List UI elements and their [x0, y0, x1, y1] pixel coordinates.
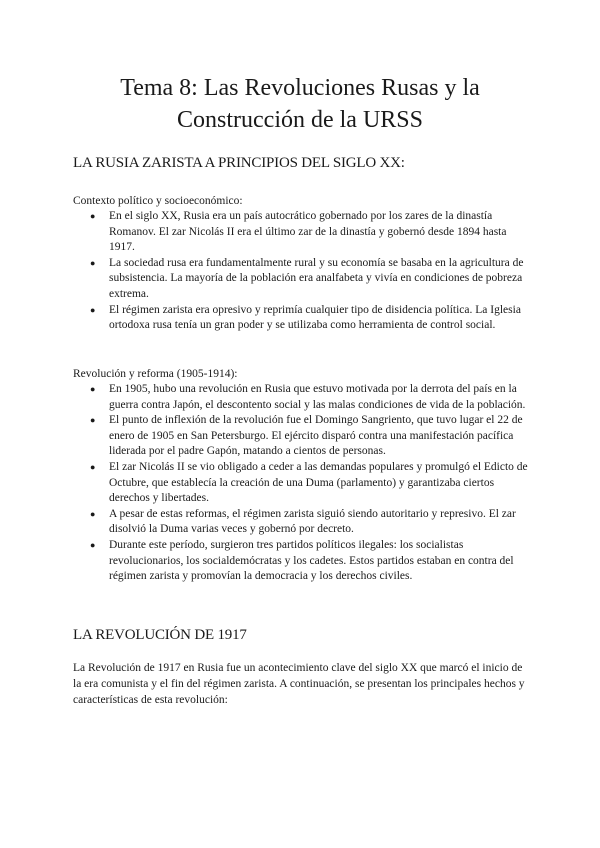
bullet-icon: ● — [90, 539, 96, 550]
list-item — [73, 303, 533, 334]
bullet-icon: ● — [90, 461, 96, 472]
reform-bullet-list — [73, 382, 533, 585]
list-item-text: El régimen zarista era opresivo y reprimía cualquier tipo de disidencia política. La Iglesia ortodoxa rusa tenía un gran poder y se utilizaba como herramienta de control social. — [109, 303, 521, 332]
list-item — [73, 538, 533, 585]
context-bullet-list — [73, 209, 533, 334]
list-item-text: El punto de inflexión de la revolución fue el Domingo Sangriento, que tuvo lugar el 22 de enero de 1905 en San Petersburgo. El ejército disparó contra una manifestación pacífica liderada por el padre Gapón, matando a cientos de personas. — [109, 414, 523, 458]
subheading-contexto: Contexto político y socioeconómico: — [73, 195, 243, 207]
intro-paragraph-1917: La Revolución de 1917 en Rusia fue un acontecimiento clave del siglo XX que marcó el inicio de la era comunista y el fin del régimen zarista. A continuación, se presentan los principales hechos y características de esta revolución: — [73, 662, 525, 706]
list-item-text: El zar Nicolás II se vio obligado a ceder a las demandas populares y promulgó el Edicto de Octubre, que establecía la creación de una Duma (parlamento) y garantizaba ciertos derechos y libertades. — [109, 460, 528, 505]
list-item — [73, 256, 533, 303]
list-item-text: En el siglo XX, Rusia era un país autocrático gobernado por los zares de la dinastía Romanov. El zar Nicolás II era el último zar de la dinastía y gobernó desde 1894 hasta 1917. — [109, 210, 507, 254]
subheading-revolucion-reforma: Revolución y reforma (1905-1914): — [73, 368, 238, 380]
list-item-text: A pesar de estas reformas, el régimen zarista siguió siendo autoritario y represivo. El zar disolvió la Duma varias veces y gobernó por decreto. — [109, 507, 516, 536]
list-item — [73, 382, 533, 413]
list-item — [73, 460, 533, 507]
document-title — [60, 72, 540, 136]
title-line-2: Construcción de la URSS — [177, 107, 423, 133]
bullet-icon: ● — [90, 384, 96, 394]
list-item-text: La sociedad rusa era fundamentalmente rural y su economía se basaba en la agricultura de subsistencia. La mayoría de la población era analfabeta y vivía en condiciones de pobreza extrema. — [109, 256, 524, 300]
bullet-icon: ● — [90, 304, 96, 315]
list-item — [73, 413, 533, 460]
section-heading-revolucion-1917: LA REVOLUCIÓN DE 1917 — [73, 627, 247, 643]
section-heading-rusia-zarista: LA RUSIA ZARISTA A PRINCIPIOS DEL SIGLO XX: — [73, 155, 405, 171]
list-item — [73, 507, 533, 538]
bullet-icon: ● — [90, 415, 96, 426]
list-item — [73, 209, 533, 256]
bullet-icon: ● — [90, 257, 96, 268]
bullet-icon: ● — [90, 508, 96, 519]
bullet-icon: ● — [90, 211, 96, 221]
list-item-text: En 1905, hubo una revolución en Rusia que estuvo motivada por la derrota del país en la guerra contra Japón, el descontento social y las malas condiciones de vida de la población. — [109, 383, 526, 411]
list-item-text: Durante este período, surgieron tres partidos políticos ilegales: los socialistas revolucionarios, los socialdemócratas y los cadetes. Estos partidos estaban en contra del régimen zarista y promovían la democracia y los derechos civiles. — [109, 538, 514, 583]
title-line-1: Tema 8: Las Revoluciones Rusas y la — [120, 75, 480, 101]
